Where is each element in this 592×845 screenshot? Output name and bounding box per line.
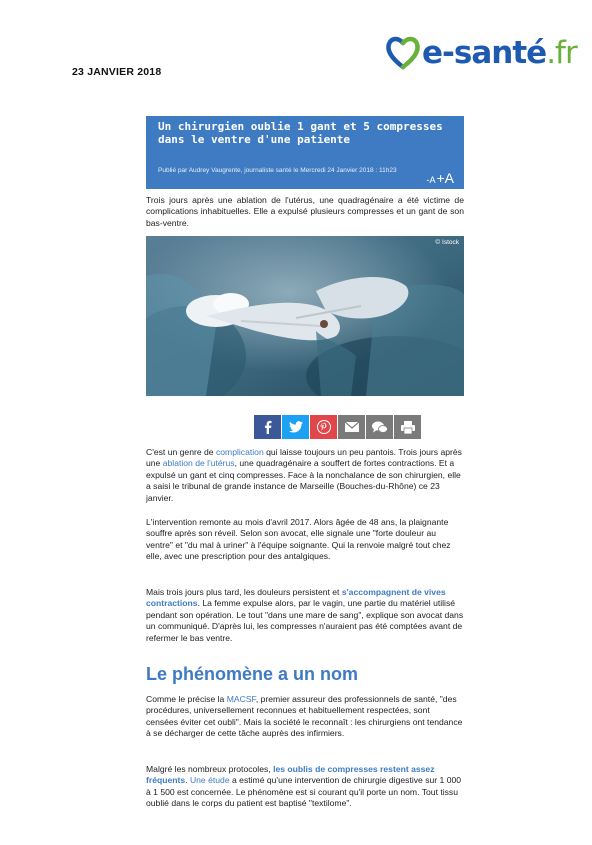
- text-run: a estimé qu'une intervention de chirurgie digestive sur 1 000 à 1 500 est concernée. Le phénomène est si courant qu'il porte un nom. Tout tissu oublié dans le corps du patient est baptisé "textilome".: [146, 775, 462, 809]
- text-run: qui laisse toujours un peu pantois. Trois jours après une: [146, 447, 462, 469]
- text-run: .: [185, 775, 190, 786]
- text-run: , une quadragénaire a souffert de fortes contractions. Et a expulsé un gant et cinq compresses. Face à la nonchalance de son chirurgien, elle a saisi le tribunal de grande instance de Marseille (Bouches-du-Rhône) ce 23 janvier.: [146, 458, 461, 503]
- print-button[interactable]: [394, 415, 421, 439]
- font-size-controls: [426, 170, 454, 186]
- facebook-share-button[interactable]: [254, 415, 281, 439]
- text-run: Mais trois jours plus tard, les douleurs persistent et: [146, 587, 342, 597]
- surgery-image: [146, 236, 464, 396]
- font-decrease-button[interactable]: -A: [426, 175, 436, 185]
- logo-wordmark: [422, 34, 577, 71]
- image-credit: © Istock: [435, 239, 459, 246]
- text-run: C'est un genre de: [146, 447, 216, 457]
- site-logo[interactable]: [386, 32, 577, 74]
- section-heading: Le phénomène a un nom: [146, 664, 359, 684]
- share-bar: [254, 415, 421, 439]
- article-photo: [146, 236, 464, 396]
- paragraph-5: [146, 764, 464, 810]
- article-date: 23 JANVIER 2018: [72, 66, 162, 78]
- complication-link[interactable]: complication: [215, 447, 264, 457]
- contractions-link[interactable]: s'accompagnent de vives contractions: [146, 587, 446, 609]
- pinterest-share-button[interactable]: [310, 415, 337, 439]
- article-title: Un chirurgien oublie 1 gant et 5 compresses dans le ventre d'une patiente: [158, 120, 443, 146]
- heart-logo-icon: [386, 36, 420, 70]
- font-increase-button[interactable]: +A: [436, 170, 454, 186]
- email-icon: [345, 422, 359, 432]
- ablation-uterus-link[interactable]: ablation de l'utérus: [162, 458, 235, 469]
- comment-icon: [372, 421, 388, 434]
- article-header: [146, 116, 464, 189]
- logo-main: e-santé: [422, 34, 547, 71]
- text-run: , premier assureur des professionnels de santé, "des procédures, universellement reconnues et habituellement respectées, sont censées éviter cet oubli". Mais la société le reconnaît : les chirurgiens ont tendance à se décharger de cette tâche auprès des infirmiers.: [146, 694, 463, 739]
- article-byline: Publié par Audrey Vaugrente, journaliste santé le Mercredi 24 Janvier 2018 : 11h23: [158, 167, 397, 174]
- etude-link[interactable]: Une étude: [189, 775, 230, 786]
- facebook-icon: [262, 420, 274, 434]
- comment-button[interactable]: [366, 415, 393, 439]
- pinterest-icon: [317, 420, 331, 434]
- paragraph-3: [146, 587, 464, 644]
- article-lead: Trois jours après une ablation de l'utérus, une quadragénaire a été victime de complications inhabituelles. Elle a expulsé plusieurs compresses et un gant de son bas-ventre.: [146, 195, 464, 228]
- text-run: Malgré les nombreux protocoles,: [146, 764, 274, 774]
- oublis-compresses-link[interactable]: les oublis de compresses restent assez fréquents: [146, 764, 435, 786]
- text-run: . La femme expulse alors, par le vagin, une partie du matériel utilisé pendant son opération. Le tout "dans une mare de sang", explique son avocat dans un communiqué. D'après lui, les compresses n'auraient pas été comptées avant de refermer le bas ventre.: [146, 598, 464, 643]
- logo-tld: .fr: [546, 34, 577, 71]
- paragraph-2: L'intervention remonte au mois d'avril 2017. Alors âgée de 48 ans, la plaignante souffre après son réveil. Selon son avocat, elle signale une "forte douleur au ventre" et "du mal à uriner" à l'équipe soignante. Qui la renvoie malgré tout chez elle, avec une prescription pour des antalgiques.: [146, 517, 451, 562]
- macsf-link[interactable]: MACSF: [226, 694, 256, 704]
- text-run: Comme le précise la: [146, 694, 227, 704]
- twitter-icon: [289, 421, 303, 433]
- paragraph-4: [146, 694, 464, 740]
- paragraph-1: [146, 447, 464, 504]
- print-icon: [401, 421, 415, 434]
- email-share-button[interactable]: [338, 415, 365, 439]
- twitter-share-button[interactable]: [282, 415, 309, 439]
